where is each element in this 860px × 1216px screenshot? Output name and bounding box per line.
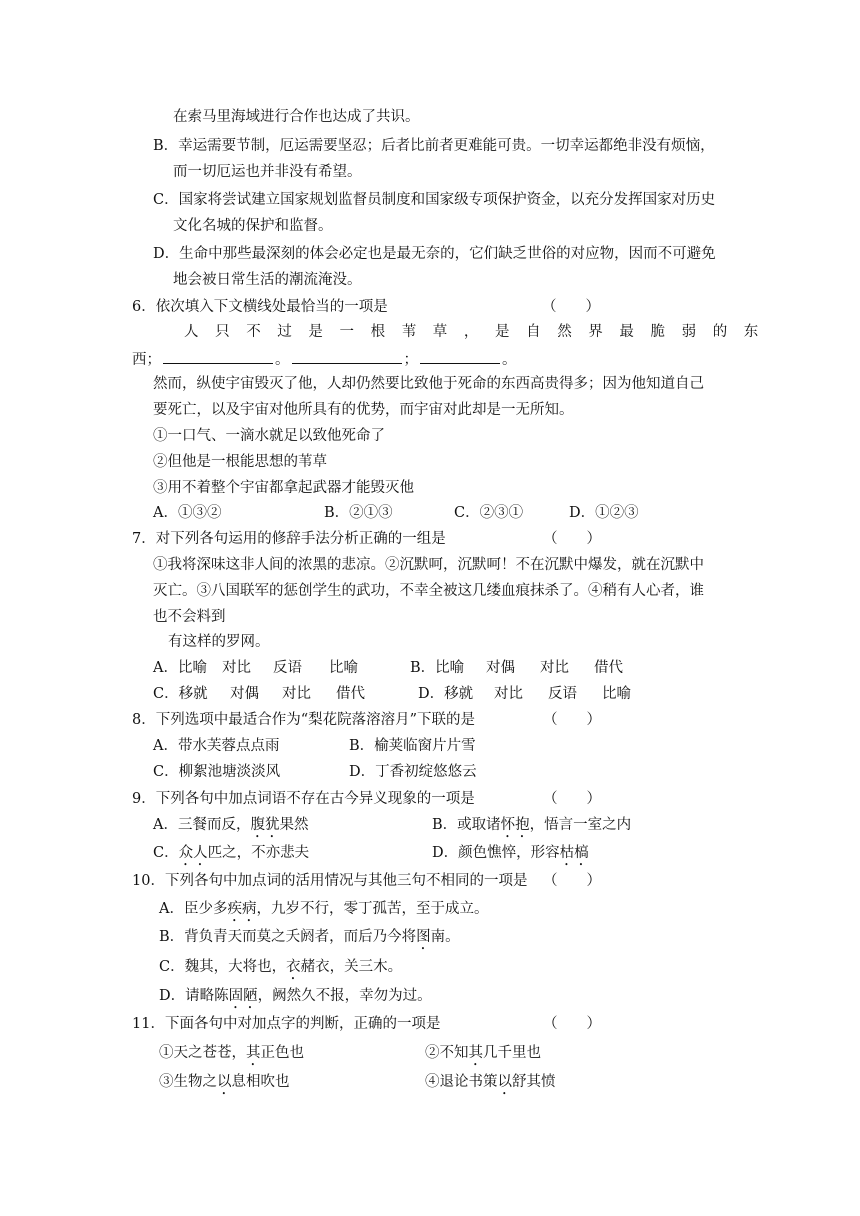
q10-c-dotted-word: 衣 <box>286 959 301 975</box>
q6-passage-text: 。 <box>502 352 517 368</box>
q10-d-dotted-word: 固陋 <box>228 988 258 1004</box>
q9-c-dotted-word: 众人 <box>178 845 208 861</box>
q8-stem: 8．下列选项中最适合作为“梨花院落溶溶月”下联的是 <box>132 712 476 728</box>
q11-item-text: ③生物之 <box>159 1074 217 1090</box>
q7-option-a-item: 对比 <box>222 660 251 676</box>
q7-option-a[interactable]: A．比喻 <box>153 660 207 676</box>
q7-option-b-item: 对比 <box>540 660 569 676</box>
q10-d-text: ，阙然久不报，幸勿为过。 <box>257 988 432 1004</box>
q7-option-d-item: 对比 <box>494 686 523 702</box>
q10-b-text: 南。 <box>430 929 460 945</box>
q9-b-dotted-word: 怀抱 <box>500 817 530 833</box>
q10-b-text: B．背负青天而莫之夭阏者，而后乃今将 <box>159 929 417 945</box>
q7-option-b-item: 借代 <box>594 660 623 676</box>
q11-item-text: 息相吹也 <box>231 1074 290 1090</box>
q6-passage-line1: 人只不过是一根苇草，是自然界最脆弱的东 <box>184 324 775 340</box>
q11-item-text: ①天之苍苍， <box>159 1045 246 1061</box>
q9-a-text: A．三餐而反， <box>153 817 251 833</box>
q9-b-text: B．或取诸 <box>432 817 501 833</box>
q7-sentences-line2: 灭亡。③八国联军的惩创学生的武功，不幸全被这几缕血痕抹杀了。④稍有人心者，谁 <box>153 583 704 599</box>
q9-b-text: ，悟言一室之内 <box>529 817 632 833</box>
q11-item-text: ④退论书策 <box>425 1074 498 1090</box>
q6-answer-paren: （ ） <box>542 299 600 315</box>
q7-option-d[interactable]: D．移就 <box>418 686 474 702</box>
q11-item-text: 正色也 <box>260 1045 304 1061</box>
q5-option-b-continued: 而一切厄运也并非没有希望。 <box>173 164 362 180</box>
q6-stem: 6．依次填入下文横线处最恰当的一项是 <box>132 299 388 315</box>
q10-option-a[interactable] <box>159 899 488 925</box>
q6-blank-1[interactable] <box>163 348 273 364</box>
q5-option-c: C．国家将尝试建立国家规划监督员制度和国家级专项保护资金，以充分发挥国家对历史 <box>153 192 716 208</box>
q9-a-text: 果然 <box>279 817 309 833</box>
q10-b-dotted-word: 图 <box>416 929 431 945</box>
q6-passage-text: 。 <box>275 352 290 368</box>
q10-a-text: A．臣少多 <box>159 901 228 917</box>
q7-stem: 7．对下列各句运用的修辞手法分析正确的一组是 <box>132 531 446 547</box>
q9-d-text: D．颜色憔悴，形容 <box>432 845 560 861</box>
q9-option-b[interactable] <box>432 815 631 841</box>
q6-option-c[interactable]: C．②③① <box>454 505 524 521</box>
q6-option-a[interactable]: A．①③② <box>153 505 222 521</box>
q11-dotted-char: 其 <box>246 1045 261 1061</box>
q9-option-a[interactable] <box>153 815 308 841</box>
q9-stem: 9．下列各句中加点词语不存在古今异义现象的一项是 <box>132 791 475 807</box>
q9-c-text: 匹之，不亦悲夫 <box>207 845 310 861</box>
q9-d-dotted-word: 枯槁 <box>559 845 589 861</box>
q10-d-text: D．请略陈 <box>159 988 229 1004</box>
q7-option-d-item: 反语 <box>548 686 577 702</box>
q7-option-c[interactable]: C．移就 <box>153 686 208 702</box>
q7-option-c-item: 借代 <box>336 686 365 702</box>
q11-item-text: 舒其愤 <box>512 1074 556 1090</box>
q10-c-text: 赭衣，关三木。 <box>300 959 403 975</box>
q10-option-c[interactable] <box>159 957 402 983</box>
q11-item-1 <box>159 1043 304 1069</box>
q11-item-3 <box>159 1072 290 1098</box>
q7-option-a-item: 比喻 <box>329 660 358 676</box>
q11-dotted-char: 其 <box>468 1045 483 1061</box>
q7-option-c-item: 对比 <box>282 686 311 702</box>
q5-option-d-continued: 地会被日常生活的潮流淹没。 <box>173 272 362 288</box>
q7-option-c-item: 对偶 <box>230 686 259 702</box>
q9-option-d[interactable] <box>432 843 589 869</box>
q10-a-dotted-word: 疾病 <box>227 901 257 917</box>
q6-passage-text: 西； <box>132 352 161 368</box>
q8-option-a[interactable]: A．带水芙蓉点点雨 <box>153 738 280 754</box>
q9-option-c[interactable] <box>153 843 309 869</box>
q10-stem: 10．下列各句中加点词的活用情况与其他三句不相同的一项是 <box>132 873 528 889</box>
q5-option-c-continued: 文化名城的保护和监督。 <box>173 218 333 234</box>
q10-option-b[interactable] <box>159 927 460 953</box>
q11-stem: 11．下面各句中对加点字的判断，正确的一项是 <box>132 1016 441 1032</box>
q10-option-d[interactable] <box>159 986 432 1012</box>
q6-blank-3[interactable] <box>420 348 500 364</box>
q6-sentence-1: ①一口气、一滴水就足以致他死命了 <box>153 428 385 444</box>
q6-blank-2[interactable] <box>292 348 402 364</box>
q11-item-text: ②不知 <box>425 1045 469 1061</box>
q11-answer-paren: （ ） <box>543 1016 601 1032</box>
q8-option-c[interactable]: C．柳絮池塘淡淡风 <box>153 764 281 780</box>
q7-option-b-item: 对偶 <box>486 660 515 676</box>
q11-dotted-char: 以 <box>497 1074 512 1090</box>
q7-option-a-item: 反语 <box>273 660 302 676</box>
q7-option-b[interactable]: B．比喻 <box>410 660 465 676</box>
q6-passage-line2 <box>132 348 517 370</box>
q11-item-4 <box>425 1072 556 1098</box>
q7-option-d-item: 比喻 <box>602 686 631 702</box>
q7-answer-paren: （ ） <box>543 531 601 547</box>
q7-sentences-line4: 有这样的罗网。 <box>168 634 270 650</box>
q6-sentence-3: ③用不着整个宇宙都拿起武器才能毁灭他 <box>153 480 414 496</box>
q11-item-text: 几千里也 <box>483 1045 541 1061</box>
q7-sentences-line3: 也不会料到 <box>153 609 226 625</box>
q6-passage-text: ； <box>403 352 418 368</box>
q11-dotted-char: 以 <box>217 1074 232 1090</box>
q10-a-text: ，九岁不行，零丁孤苦，至于成立。 <box>256 901 489 917</box>
q8-answer-paren: （ ） <box>543 712 601 728</box>
q9-a-dotted-word: 腹犹 <box>250 817 280 833</box>
q5-option-b: B．幸运需要节制，厄运需要坚忍；后者比前者更难能可贵。一切幸运都绝非没有烦恼， <box>153 138 715 154</box>
q10-c-text: C．魏其，大将也， <box>159 959 287 975</box>
q6-option-d[interactable]: D．①②③ <box>569 505 639 521</box>
q8-option-b[interactable]: B．榆荚临窗片片雪 <box>349 738 476 754</box>
q6-sentence-2: ②但他是一根能思想的苇草 <box>153 454 327 470</box>
q5-option-d: D．生命中那些最深刻的体会必定也是最无奈的，它们缺乏世俗的对应物，因而不可避免 <box>153 246 716 262</box>
q6-passage-line4: 要死亡，以及宇宙对他所具有的优势，而宇宙对此却是一无所知。 <box>153 402 574 418</box>
q6-option-b[interactable]: B．②①③ <box>324 505 393 521</box>
q9-answer-paren: （ ） <box>543 791 601 807</box>
q9-c-text: C． <box>153 845 179 861</box>
q6-passage-line3: 然而，纵使宇宙毁灭了他，人却仍然要比致他于死命的东西高贵得多；因为他知道自己 <box>153 376 704 392</box>
q5-option-a-continued: 在索马里海域进行合作也达成了共识。 <box>173 109 420 125</box>
q8-option-d[interactable]: D．丁香初绽悠悠云 <box>349 764 477 780</box>
q10-answer-paren: （ ） <box>543 873 601 889</box>
q7-sentences-line1: ①我将深味这非人间的浓黑的悲凉。②沉默呵，沉默呵！不在沉默中爆发，就在沉默中 <box>153 557 704 573</box>
q11-item-2 <box>425 1043 541 1069</box>
